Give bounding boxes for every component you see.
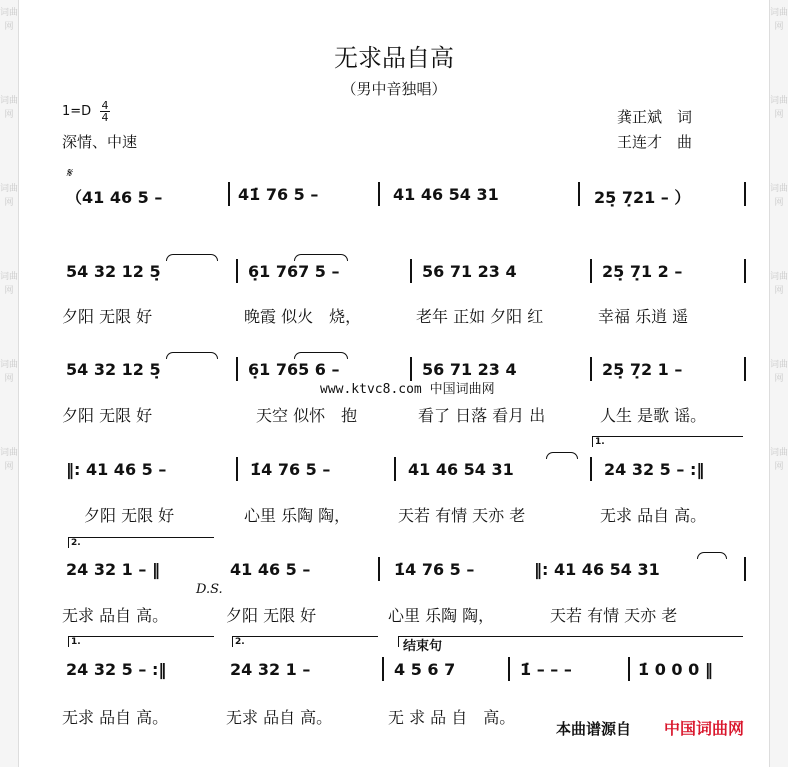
measure-notes: （41 46 5 – bbox=[66, 188, 163, 207]
barline bbox=[410, 259, 412, 283]
lyric-line: 天若 有情 天亦 老 bbox=[550, 606, 678, 625]
lyric-line: 夕阳 无限 好 bbox=[84, 506, 175, 525]
volta-1-label: 1. bbox=[71, 637, 81, 647]
barline bbox=[236, 259, 238, 283]
ending-label: 结束句 bbox=[403, 639, 443, 654]
measure-notes: ‖: 41 46 54 31 bbox=[534, 560, 660, 579]
volta-2-label: 2. bbox=[71, 538, 81, 548]
source-site-link[interactable]: 中国词曲网 bbox=[664, 719, 745, 738]
lyric-line: 无 求 品 自 高。 bbox=[388, 708, 516, 727]
time-signature bbox=[100, 100, 110, 123]
measure-notes: 4 5 6 7 bbox=[394, 660, 456, 679]
barline bbox=[590, 457, 592, 481]
lyric-line: 人生 是歌 谣。 bbox=[600, 406, 707, 425]
barline bbox=[590, 259, 592, 283]
measure-notes: 25̣ 7̣2 1 – bbox=[602, 360, 683, 379]
watermark-side-text: 词曲网 bbox=[770, 96, 788, 120]
watermark-strip-right bbox=[769, 0, 788, 767]
lyric-line: 夕阳 无限 好 bbox=[226, 606, 317, 625]
measure-notes: 1̇ 0 0 0 ‖ bbox=[638, 660, 713, 679]
barline bbox=[228, 182, 230, 206]
source-label: 本曲谱源自 bbox=[556, 720, 632, 738]
measure-notes: 25̣ 7̣1 2 – bbox=[602, 262, 683, 281]
lyric-line: 幸福 乐逍 遥 bbox=[598, 307, 689, 326]
segno-mark: 𝄋 bbox=[66, 166, 72, 181]
lyric-line: 天若 有情 天亦 老 bbox=[398, 506, 526, 525]
barline bbox=[236, 457, 238, 481]
lyric-line: 看了 日落 看月 出 bbox=[418, 406, 546, 425]
measure-notes: 1̇4 76 5 – bbox=[394, 560, 475, 579]
watermark-strip-left bbox=[0, 0, 19, 767]
measure-notes: 24 32 5 – :‖ bbox=[66, 660, 167, 679]
barline bbox=[394, 457, 396, 481]
measure-notes: 56 71 23 4 bbox=[422, 360, 517, 379]
measure-notes: 1̇ – – – bbox=[520, 660, 572, 679]
volta-2-label: 2. bbox=[235, 637, 245, 647]
lyric-line: 无求 品自 高。 bbox=[226, 708, 333, 727]
lyric-line: 晚霞 似火 烧， bbox=[244, 307, 362, 326]
volta-bracket-2 bbox=[68, 537, 214, 548]
measure-notes: 6̣1 767 5 – bbox=[248, 262, 340, 281]
barline bbox=[744, 259, 746, 283]
lyric-line: 无求 品自 高。 bbox=[600, 506, 707, 525]
lyric-line: 无求 品自 高。 bbox=[62, 708, 169, 727]
slur bbox=[166, 254, 218, 261]
lyric-line: 心里 乐陶 陶， bbox=[388, 606, 495, 625]
barline bbox=[236, 357, 238, 381]
measure-notes: 24 32 1 – ‖ bbox=[66, 560, 160, 579]
measure-notes: 41 46 5 – bbox=[230, 560, 311, 579]
lyric-line: 天空 似怀 抱 bbox=[256, 406, 358, 425]
slur bbox=[546, 452, 578, 459]
lyric-line: 夕阳 无限 好 bbox=[62, 307, 153, 326]
measure-notes: 24 32 1 – bbox=[230, 660, 311, 679]
measure-notes: 54 32 12 5̣ bbox=[66, 262, 161, 281]
slur bbox=[294, 254, 348, 261]
lyric-line: 夕阳 无限 好 bbox=[62, 406, 153, 425]
measure-notes: 41 46 54 31 bbox=[393, 185, 499, 204]
slur bbox=[697, 552, 727, 559]
watermark-side-text: 词曲网 bbox=[770, 184, 788, 208]
dal-segno-mark: D.S. bbox=[196, 582, 223, 597]
watermark-side-text: 词曲网 bbox=[0, 8, 19, 32]
barline bbox=[378, 557, 380, 581]
measure-notes: ‖: 41 46 5 – bbox=[66, 460, 167, 479]
measure-notes: 6̣1 765 6 – bbox=[248, 360, 340, 379]
watermark-side-text: 词曲网 bbox=[770, 8, 788, 32]
page-title: 无求品自高 bbox=[334, 44, 454, 72]
measure-notes: 56 71 23 4 bbox=[422, 262, 517, 281]
subtitle: （男中音独唱） bbox=[341, 80, 447, 98]
key-signature: 1=D bbox=[62, 104, 92, 119]
measure-notes: 54 32 12 5̣ bbox=[66, 360, 161, 379]
measure-notes: 25̣ 7̣21 – ） bbox=[594, 188, 691, 207]
watermark-link[interactable]: www.ktvc8.com 中国词曲网 bbox=[320, 382, 495, 397]
coda-bracket bbox=[398, 636, 743, 647]
barline bbox=[744, 182, 746, 206]
volta-bracket-1 bbox=[592, 436, 743, 447]
barline bbox=[744, 357, 746, 381]
barline bbox=[382, 657, 384, 681]
composer-credit: 王连才 曲 bbox=[617, 133, 693, 151]
time-signature-bottom: 4 bbox=[101, 111, 109, 124]
lyricist-credit: 龚正斌 词 bbox=[617, 108, 693, 126]
watermark-side-text: 词曲网 bbox=[0, 184, 19, 208]
volta-bracket-1 bbox=[68, 636, 214, 647]
measure-notes: 41 46 54 31 bbox=[408, 460, 514, 479]
lyric-line: 无求 品自 高。 bbox=[62, 606, 169, 625]
barline bbox=[628, 657, 630, 681]
watermark-side-text: 词曲网 bbox=[0, 96, 19, 120]
measure-notes: 24 32 5 – :‖ bbox=[604, 460, 705, 479]
slur bbox=[294, 352, 348, 359]
measure-notes: 41̇ 76 5 – bbox=[238, 185, 319, 204]
volta-bracket-2 bbox=[232, 636, 378, 647]
barline bbox=[378, 182, 380, 206]
watermark-side-text: 词曲网 bbox=[0, 360, 19, 384]
lyric-line: 老年 正如 夕阳 红 bbox=[416, 307, 544, 326]
slur bbox=[166, 352, 218, 359]
measure-notes: 1̇4 76 5 – bbox=[250, 460, 331, 479]
time-signature-top: 4 bbox=[101, 99, 109, 112]
watermark-side-text: 词曲网 bbox=[770, 448, 788, 472]
barline bbox=[578, 182, 580, 206]
volta-1-label: 1. bbox=[595, 437, 605, 447]
watermark-side-text: 词曲网 bbox=[770, 272, 788, 296]
watermark-side-text: 词曲网 bbox=[0, 272, 19, 296]
barline bbox=[508, 657, 510, 681]
barline bbox=[590, 357, 592, 381]
tempo-marking: 深情、中速 bbox=[62, 133, 138, 151]
barline bbox=[744, 557, 746, 581]
watermark-side-text: 词曲网 bbox=[0, 448, 19, 472]
lyric-line: 心里 乐陶 陶， bbox=[244, 506, 351, 525]
watermark-side-text: 词曲网 bbox=[770, 360, 788, 384]
